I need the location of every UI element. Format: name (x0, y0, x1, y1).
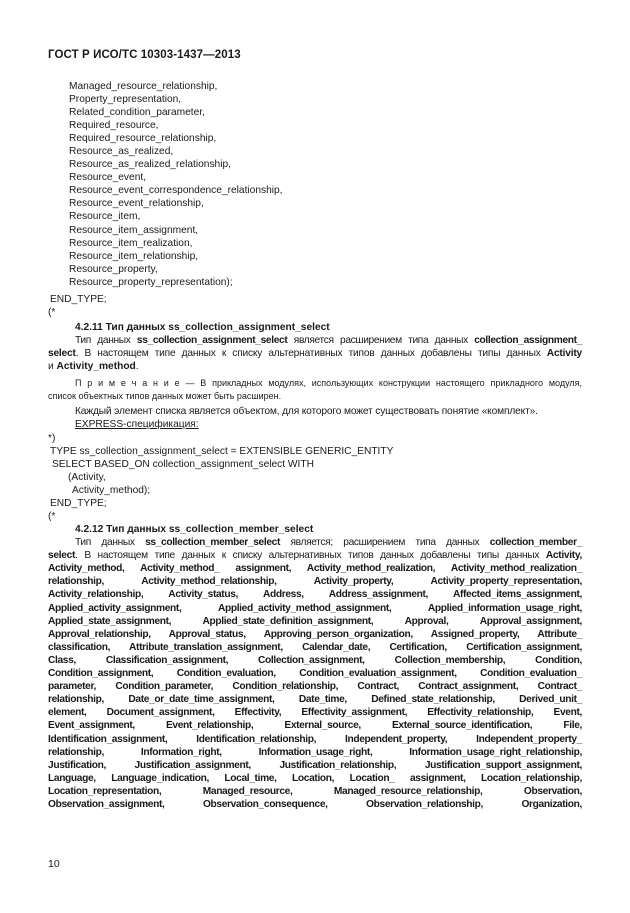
type-name: select (48, 348, 76, 360)
type-list-line: parameter, Condition_parameter, Condition_relationship, Contract, Contract_assignment, Contract_ (48, 681, 582, 693)
list-item: Resource_item, (69, 211, 141, 223)
text: и (48, 361, 57, 373)
type-list-paragraph (48, 562, 582, 811)
paragraph-line (48, 334, 582, 347)
list-item: Resource_item_assignment, (69, 224, 199, 236)
type-name: select (48, 550, 76, 562)
type-list-line: Location_representation, Managed_resource, Managed_resource_relationship, Observation, (48, 785, 582, 797)
list-item: Managed_resource_relationship, (69, 81, 218, 92)
code-line: END_TYPE; (50, 498, 107, 510)
list-item: Resource_event_relationship, (69, 198, 204, 210)
code-line: (* (48, 511, 56, 523)
list-item: Related_condition_parameter, (69, 107, 205, 119)
type-list-line: Justification, Justification_assignment, Justification_relationship, Justification_support_assignment, (48, 759, 582, 771)
type-name: Activity_method (56, 361, 136, 373)
list-item: Resource_event_correspondence_relationship, (69, 185, 283, 197)
type-list-line: Applied_state_assignment, Applied_state_definition_assignment, Approval, Approval_assignment, (48, 615, 582, 627)
note-line (48, 377, 582, 390)
list-item: Resource_property, (69, 263, 158, 275)
type-name: collection_member_ (489, 537, 582, 549)
list-item: Required_resource, (69, 120, 159, 132)
list-item: Resource_as_realized_relationship, (69, 159, 231, 171)
type-list-line: relationship, Information_right, Information_usage_right, Information_usage_right_relationship, (48, 746, 582, 758)
section-4-2-12 (48, 523, 582, 811)
note-text: — В прикладных модулях, использующих конструкции настоящего прикладного модуля, (179, 378, 582, 389)
text: является расширением типа данных (287, 335, 475, 347)
code-block-1 (48, 293, 582, 319)
type-list-line: Activity_relationship, Activity_status, Address, Address_assignment, Affected_items_assignment, (48, 589, 582, 601)
paragraph-line (48, 360, 582, 373)
paragraph-line (48, 536, 582, 549)
type-list-line: Activity_method, Activity_method_ assignment, Activity_method_realization, Activity_method_realization_ (48, 563, 582, 575)
text: Тип данных (75, 335, 137, 347)
type-name: Activity, (545, 550, 582, 562)
code-open-comment: (* (48, 307, 56, 319)
text: . В настоящем типе данных к списку альтернативных типов данных добавлены типы данных (75, 348, 547, 360)
section-heading: 4.2.11 Тип данных ss_collection_assignment_select (75, 322, 330, 333)
document-header: ГОСТ Р ИСО/ТС 10303-1437—2013 (48, 49, 241, 61)
type-list-line: Event_assignment, Event_relationship, External_source, External_source_identification, File, (48, 720, 582, 732)
paragraph-line: Каждый элемент списка является объектом, для которого может существовать понятие «комплект». (75, 406, 538, 418)
section-4-2-11 (48, 321, 582, 523)
text: . (135, 361, 139, 373)
type-list-line: Identification_assignment, Identification_relationship, Independent_property, Independent_property_ (48, 733, 582, 745)
paragraph-line (48, 347, 582, 360)
list-item: Resource_item_relationship, (69, 250, 199, 262)
code-line: TYPE ss_collection_assignment_select = EXTENSIBLE GENERIC_ENTITY (50, 445, 394, 457)
type-list-line: relationship, Date_or_date_time_assignment, Date_time, Defined_state_relationship, Derived_unit_ (48, 694, 582, 706)
type-name: collection_assignment_ (474, 335, 582, 347)
type-list-line: Condition_assignment, Condition_evaluation, Condition_evaluation_assignment, Condition_evaluation_ (48, 668, 582, 680)
express-label-text: EXPRESS-спецификация: (75, 419, 199, 431)
list-item: Resource_as_realized, (69, 146, 174, 158)
type-list-line: Applied_activity_assignment, Applied_activity_method_assignment, Applied_information_usage_right, (48, 602, 582, 614)
list-item: Required_resource_relationship, (69, 133, 217, 145)
text: является; расширением типа данных (280, 537, 490, 549)
type-list-line: Observation_assignment, Observation_consequence, Observation_relationship, Organization, (48, 798, 582, 810)
code-close-comment: *) (48, 432, 56, 444)
list-item: Resource_event, (69, 172, 147, 184)
list-item: Property_representation, (69, 94, 182, 106)
type-list-line: relationship, Activity_method_relationship, Activity_property, Activity_property_representation, (48, 576, 582, 588)
type-list-line: Approval_relationship, Approval_status, Approving_person_organization, Assigned_property, Attribute_ (48, 628, 582, 640)
type-list-line: element, Document_assignment, Effectivity, Effectivity_assignment, Effectivity_relationship, Event, (48, 707, 582, 719)
paragraph-line (48, 549, 582, 562)
code-line: (Activity, (68, 471, 106, 483)
type-list-line: classification, Attribute_translation_assignment, Calendar_date, Certification, Certification_assignment, (48, 641, 582, 653)
page-number: 10 (48, 858, 60, 870)
entity-list (69, 80, 283, 289)
type-list-line: Class, Classification_assignment, Collection_assignment, Collection_membership, Condition, (48, 654, 582, 666)
text: . В настоящем типе данных к списку альтернативных типов данных добавлены типы данных (75, 550, 546, 562)
list-item: Resource_item_realization, (69, 237, 193, 249)
list-item: Resource_property_representation); (69, 276, 233, 288)
note-line: список объектных типов данных может быть расширен. (48, 390, 282, 401)
code-end-type: END_TYPE; (50, 294, 107, 305)
text: Тип данных (75, 537, 146, 549)
code-line: SELECT BASED_ON collection_assignment_select WITH (52, 458, 314, 470)
section-heading: 4.2.12 Тип данных ss_collection_member_select (75, 524, 314, 535)
type-list-line: Language, Language_indication, Local_time, Location, Location_ assignment, Location_relationship, (48, 772, 582, 784)
note-label: П р и м е ч а н и е (75, 378, 180, 389)
type-name: ss_collection_member_select (145, 537, 281, 549)
type-name: Activity (546, 348, 582, 360)
code-line: Activity_method); (72, 484, 151, 496)
type-name: ss_collection_assignment_select (136, 335, 288, 347)
express-label (48, 418, 582, 431)
